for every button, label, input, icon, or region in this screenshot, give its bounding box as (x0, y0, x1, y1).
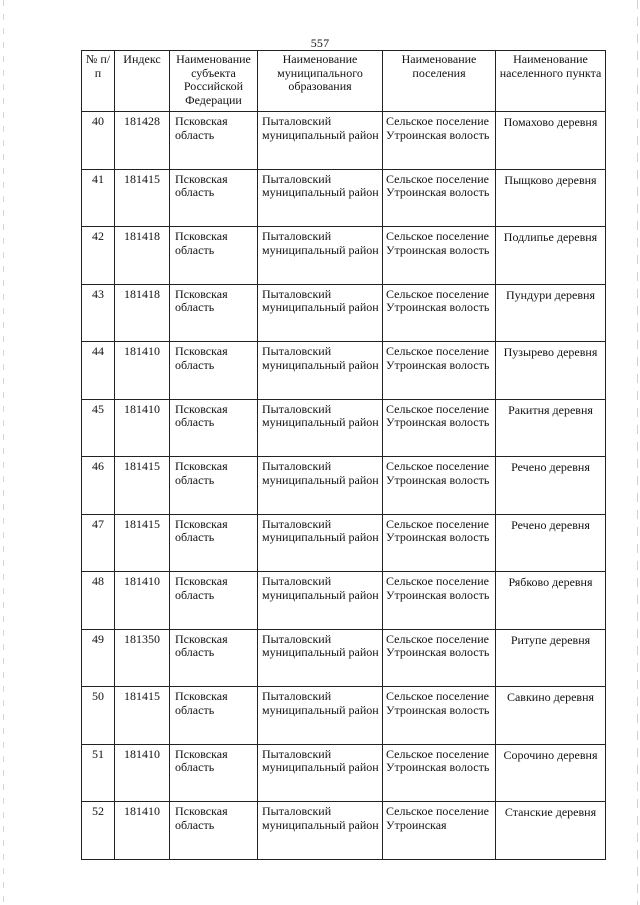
cell-num: 41 (82, 169, 115, 227)
cell-num: 45 (82, 399, 115, 457)
cell-settlement: Сельское поселение Утроинская волость (383, 342, 496, 400)
cell-locality: Сорочино деревня (496, 744, 606, 802)
table-row (82, 744, 606, 802)
cell-locality: Речено деревня (496, 457, 606, 515)
cell-subject: Псковская область (170, 572, 258, 630)
cell-settlement: Сельское поселение Утроинская (383, 802, 496, 860)
cell-municipality: Пыталовский муниципальный район (258, 227, 383, 285)
cell-municipality: Пыталовский муниципальный район (258, 284, 383, 342)
cell-num: 43 (82, 284, 115, 342)
cell-num: 40 (82, 112, 115, 170)
cell-settlement: Сельское поселение Утроинская волость (383, 744, 496, 802)
header-settlement: Наименование поселения (383, 51, 496, 112)
cell-municipality: Пыталовский муниципальный район (258, 169, 383, 227)
cell-locality: Пузырево деревня (496, 342, 606, 400)
cell-index: 181415 (115, 687, 170, 745)
cell-index: 181428 (115, 112, 170, 170)
cell-subject: Псковская область (170, 687, 258, 745)
cell-subject: Псковская область (170, 169, 258, 227)
header-index: Индекс (115, 51, 170, 112)
cell-locality: Станские деревня (496, 802, 606, 860)
cell-locality: Подлипье деревня (496, 227, 606, 285)
cell-subject: Псковская область (170, 514, 258, 572)
cell-index: 181410 (115, 342, 170, 400)
cell-index: 181415 (115, 457, 170, 515)
cell-num: 42 (82, 227, 115, 285)
table-row (82, 802, 606, 860)
table-row (82, 457, 606, 515)
cell-subject: Псковская область (170, 629, 258, 687)
cell-index: 181418 (115, 227, 170, 285)
page-number: 557 (310, 36, 330, 50)
cell-num: 48 (82, 572, 115, 630)
cell-municipality: Пыталовский муниципальный район (258, 342, 383, 400)
cell-locality: Пундури деревня (496, 284, 606, 342)
table-row (82, 284, 606, 342)
cell-subject: Псковская область (170, 399, 258, 457)
cell-municipality: Пыталовский муниципальный район (258, 687, 383, 745)
table-row (82, 227, 606, 285)
cell-municipality: Пыталовский муниципальный район (258, 572, 383, 630)
cell-settlement: Сельское поселение Утроинская волость (383, 514, 496, 572)
cell-settlement: Сельское поселение Утроинская волость (383, 112, 496, 170)
cell-num: 52 (82, 802, 115, 860)
cell-subject: Псковская область (170, 342, 258, 400)
cell-locality: Савкино деревня (496, 687, 606, 745)
cell-municipality: Пыталовский муниципальный район (258, 802, 383, 860)
cell-index: 181410 (115, 572, 170, 630)
cell-num: 47 (82, 514, 115, 572)
cell-municipality: Пыталовский муниципальный район (258, 457, 383, 515)
cell-subject: Псковская область (170, 802, 258, 860)
cell-index: 181410 (115, 399, 170, 457)
cell-municipality: Пыталовский муниципальный район (258, 629, 383, 687)
cell-settlement: Сельское поселение Утроинская волость (383, 687, 496, 745)
cell-settlement: Сельское поселение Утроинская волость (383, 629, 496, 687)
cell-municipality: Пыталовский муниципальный район (258, 112, 383, 170)
cell-settlement: Сельское поселение Утроинская волость (383, 284, 496, 342)
cell-num: 49 (82, 629, 115, 687)
table-row (82, 629, 606, 687)
header-locality: Наименование населенного пункта (496, 51, 606, 112)
cell-municipality: Пыталовский муниципальный район (258, 514, 383, 572)
cell-num: 46 (82, 457, 115, 515)
table-header (82, 51, 606, 112)
cell-locality: Ритупе деревня (496, 629, 606, 687)
settlements-table-container (81, 50, 606, 860)
cell-index: 181418 (115, 284, 170, 342)
cell-locality: Пыщково деревня (496, 169, 606, 227)
cell-locality: Речено деревня (496, 514, 606, 572)
cell-subject: Псковская область (170, 744, 258, 802)
cell-index: 181350 (115, 629, 170, 687)
cell-index: 181410 (115, 744, 170, 802)
cell-index: 181415 (115, 169, 170, 227)
cell-municipality: Пыталовский муниципальный район (258, 744, 383, 802)
table-row (82, 112, 606, 170)
table-row (82, 514, 606, 572)
settlements-table (81, 50, 606, 860)
cell-locality: Ракитня деревня (496, 399, 606, 457)
scan-edge-right (637, 0, 638, 905)
cell-subject: Псковская область (170, 227, 258, 285)
table-row (82, 399, 606, 457)
cell-subject: Псковская область (170, 457, 258, 515)
table-body (82, 112, 606, 860)
cell-settlement: Сельское поселение Утроинская волость (383, 572, 496, 630)
header-num: № п/п (82, 51, 115, 112)
table-row (82, 342, 606, 400)
cell-settlement: Сельское поселение Утроинская волость (383, 457, 496, 515)
cell-settlement: Сельское поселение Утроинская волость (383, 227, 496, 285)
table-row (82, 572, 606, 630)
table-row (82, 687, 606, 745)
cell-locality: Помахово деревня (496, 112, 606, 170)
cell-municipality: Пыталовский муниципальный район (258, 399, 383, 457)
cell-subject: Псковская область (170, 112, 258, 170)
header-row (82, 51, 606, 112)
table-row (82, 169, 606, 227)
scan-edge-left (3, 0, 4, 905)
cell-num: 44 (82, 342, 115, 400)
cell-index: 181415 (115, 514, 170, 572)
cell-locality: Рябково деревня (496, 572, 606, 630)
cell-num: 50 (82, 687, 115, 745)
cell-index: 181410 (115, 802, 170, 860)
header-subject: Наименование субъекта Российской Федерации (170, 51, 258, 112)
cell-settlement: Сельское поселение Утроинская волость (383, 169, 496, 227)
cell-subject: Псковская область (170, 284, 258, 342)
header-municipality: Наименование муниципального образования (258, 51, 383, 112)
cell-settlement: Сельское поселение Утроинская волость (383, 399, 496, 457)
cell-num: 51 (82, 744, 115, 802)
